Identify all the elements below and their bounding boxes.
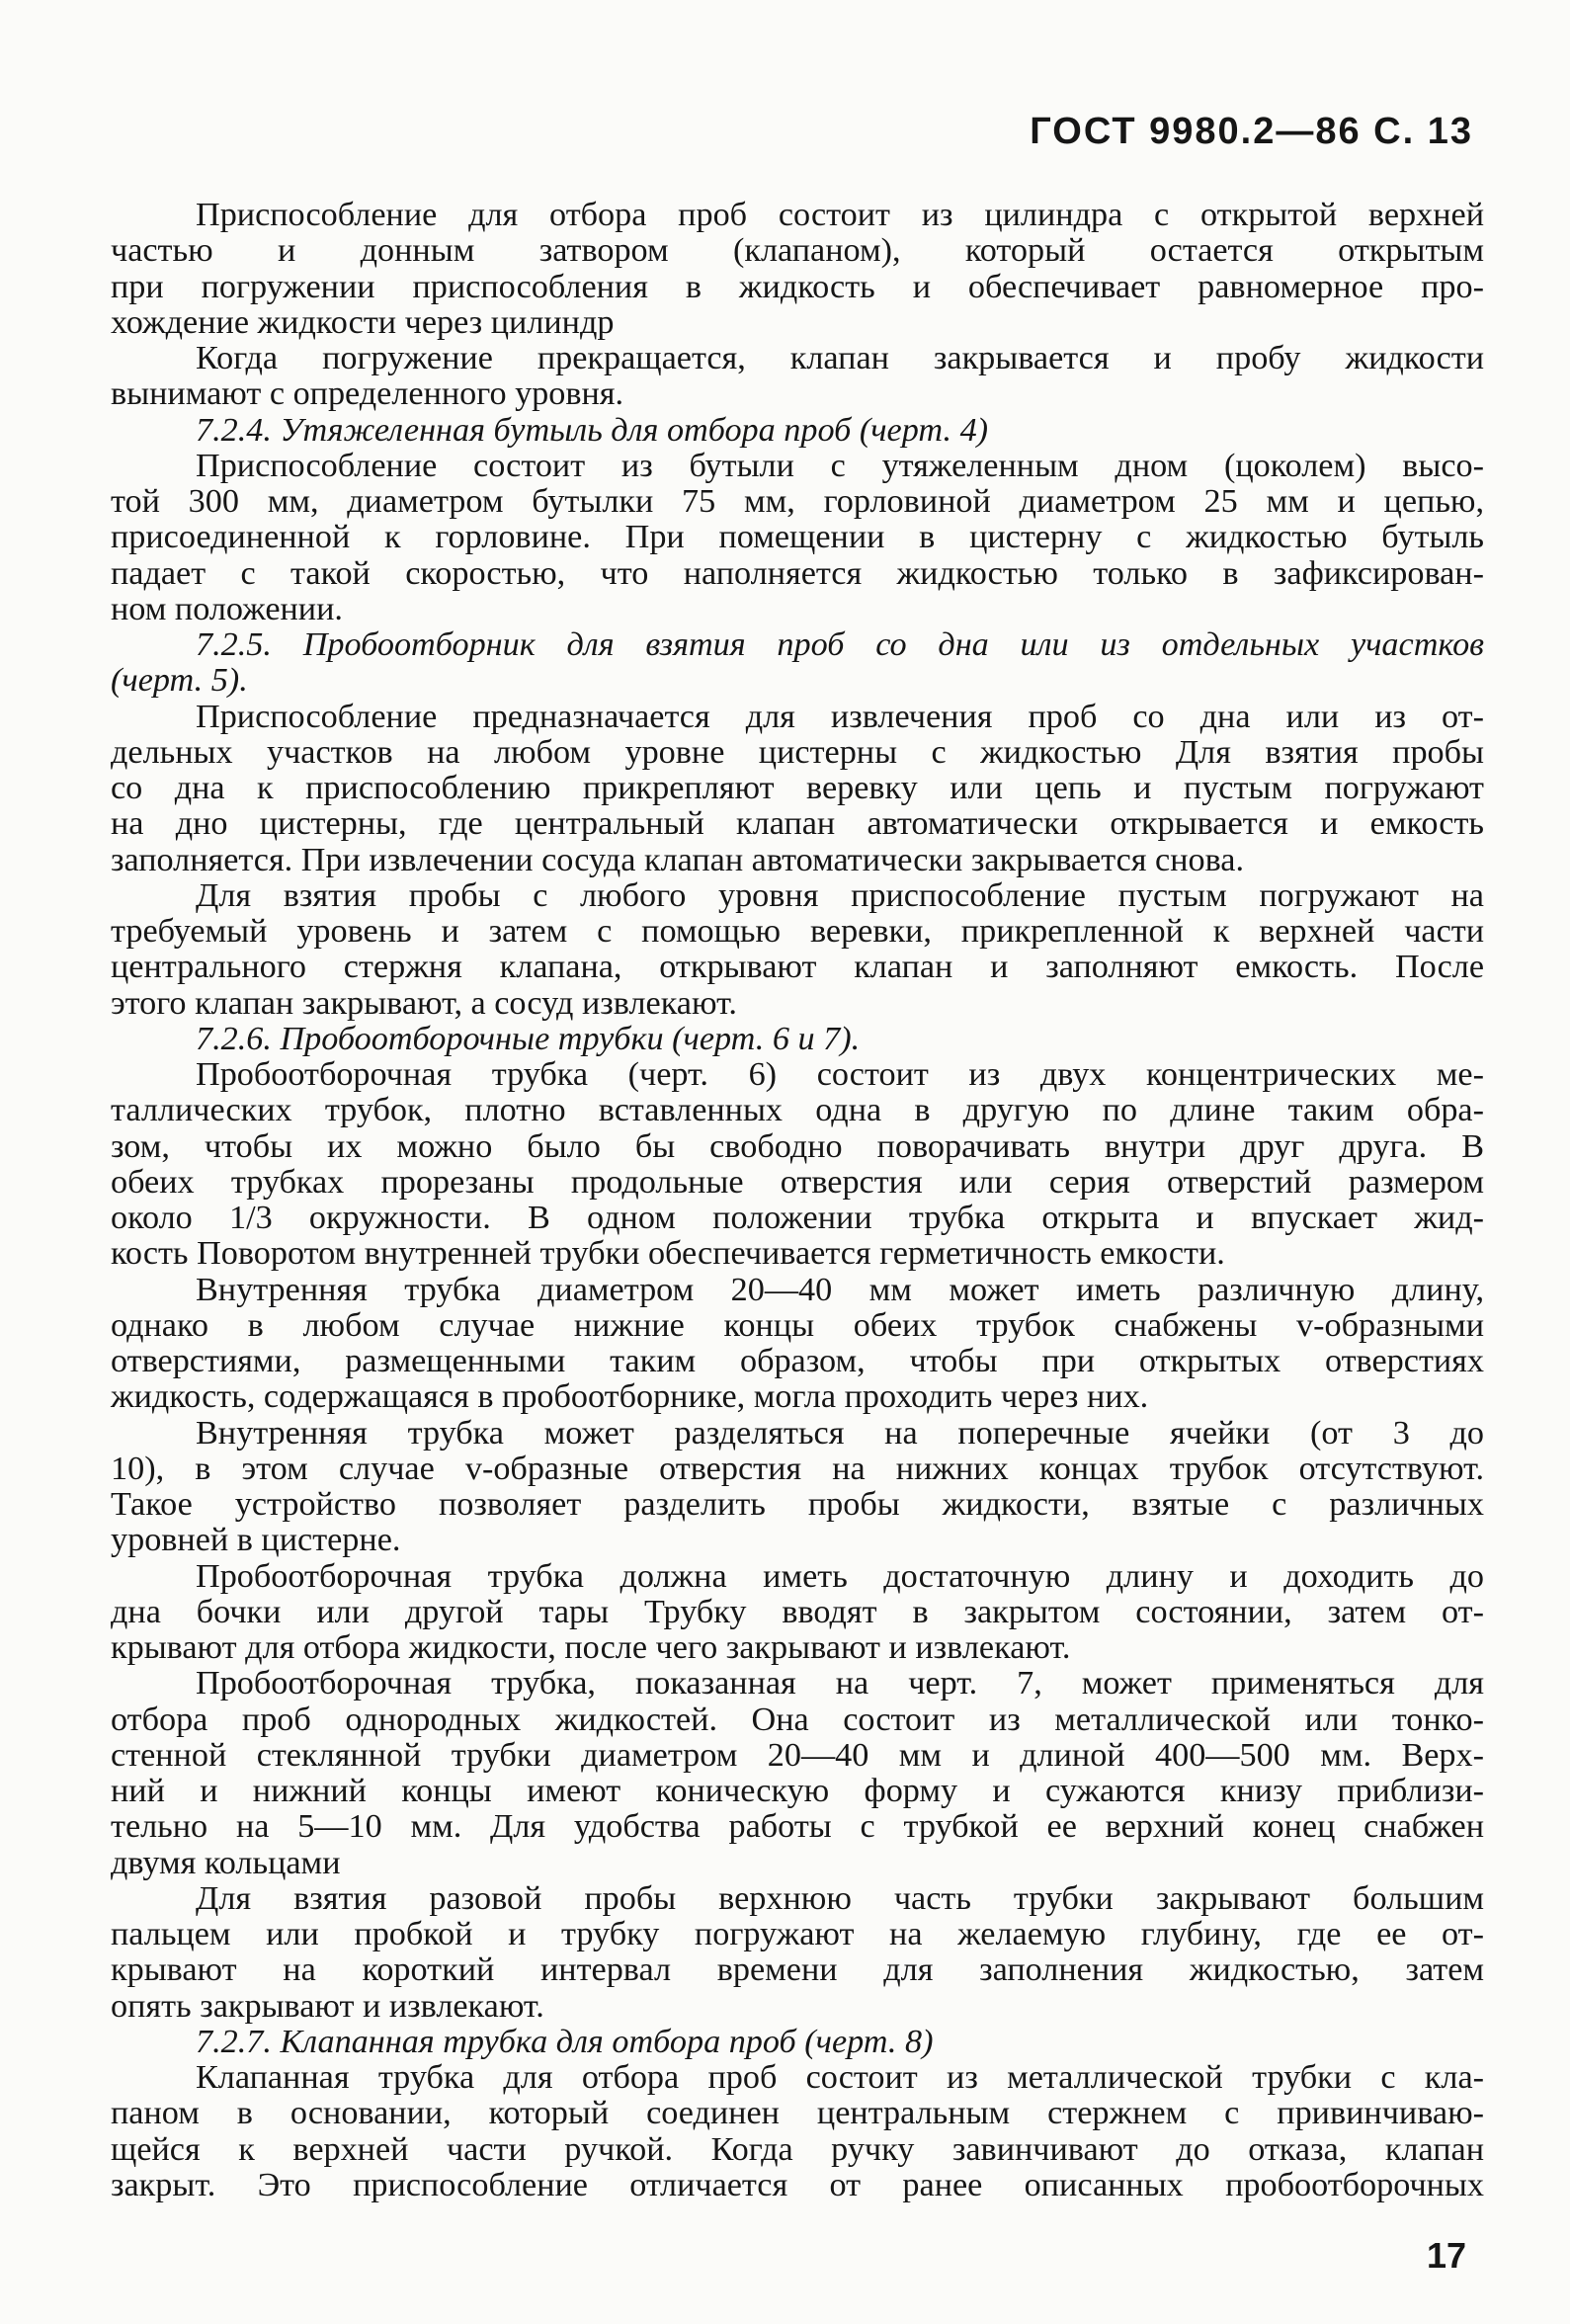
text-line: Внутренняя трубка диаметром 20—40 мм может иметь различную длину,: [196, 1271, 1484, 1308]
section-number: 7.2.5.: [196, 626, 272, 663]
text-line: закрыт. Это приспособление отличается от ранее описанных пробоотборочных: [111, 2166, 1484, 2203]
text-line: Такое устройство позволяет разделить пробы жидкости, взятые с различных: [111, 1486, 1484, 1523]
text-line: обеих трубках прорезаны продольные отверстия или серия отверстий размером: [111, 1163, 1484, 1201]
text-line: ном положении.: [111, 590, 343, 627]
text-line: щейся к верхней части ручкой. Когда ручку завинчивают до отказа, клапан: [111, 2130, 1484, 2168]
text-line: со дна к приспособлению прикрепляют веревку или цепь и пустым погружают: [111, 770, 1484, 806]
text-line: таллических трубок, плотно вставленных одна в другую по длине таким обра-: [111, 1092, 1484, 1129]
text-line: присоединенной к горловине. При помещении в цистерну с жидкостью бутыль: [111, 519, 1484, 556]
paragraph: [111, 1881, 1484, 2025]
section-title: Пробоотборочные трубки (черт. 6 и 7).: [280, 1020, 861, 1057]
section-title: Утяжеленная бутыль для отбора проб (черт. 4): [280, 411, 989, 449]
section-title: Клапанная трубка для отбора проб (черт. 8): [280, 2023, 934, 2060]
text-line: зом, чтобы их можно было бы свободно поворачивать внутри друг друга. В: [111, 1127, 1484, 1165]
text-line: отбора проб однородных жидкостей. Она состоит из металлической или тонко-: [111, 1701, 1484, 1738]
text-line: Пробоотборочная трубка, показанная на черт. 7, может применяться для: [196, 1665, 1484, 1702]
section-heading: [111, 2025, 1484, 2060]
text-line: однако в любом случае нижние концы обеих трубок снабжены v-образными: [111, 1306, 1484, 1344]
paragraph: [111, 341, 1484, 413]
text-line: уровней в цистерне.: [111, 1522, 401, 1559]
section-number: 7.2.4.: [196, 411, 272, 449]
paragraph: [111, 2060, 1484, 2203]
text-line: центрального стержня клапана, открывают клапан и заполняют емкость. После: [111, 949, 1484, 986]
text-line: хождение жидкости через цилиндр: [111, 303, 615, 341]
text-line: дельных участков на любом уровне цистерны с жидкостью Для взятия пробы: [111, 733, 1484, 771]
text-line: жидкость, содержащаяся в пробоотборнике, могла проходить через них.: [111, 1378, 1149, 1416]
text-line: кость Поворотом внутренней трубки обеспечивается герметичность емкости.: [111, 1235, 1225, 1273]
text-line: 10), в этом случае v-образные отверстия на нижних концах трубок отсутствуют.: [111, 1450, 1484, 1487]
text-line: падает с такой скоростью, что наполняется жидкостью только в зафиксирован-: [111, 554, 1484, 592]
text-line: Приспособление для отбора проб состоит из цилиндра с открытой верхней: [196, 197, 1484, 233]
text-line: тельно на 5—10 мм. Для удобства работы с трубкой ее верхний конец снабжен: [111, 1808, 1484, 1846]
text-line: дна бочки или другой тары Трубку вводят в закрытом состоянии, затем от-: [111, 1593, 1484, 1630]
paragraph: [111, 700, 1484, 878]
paragraph: [111, 1416, 1484, 1559]
body-text: [111, 198, 1484, 2203]
text-line: Приспособление состоит из бутыли с утяжеленным дном (цоколем) высо-: [196, 447, 1484, 484]
text-line: Приспособление предназначается для извлечения проб со дна или из от-: [196, 698, 1484, 735]
paragraph: [111, 449, 1484, 627]
running-head: ГОСТ 9980.2—86 С. 13: [1030, 111, 1473, 152]
text-line: Пробоотборочная трубка (черт. 6) состоит из двух концентрических ме-: [196, 1056, 1484, 1093]
text-line: Когда погружение прекращается, клапан закрывается и пробу жидкости: [196, 340, 1484, 376]
text-line: паном в основании, который соединен центральным стержнем с привинчиваю-: [111, 2095, 1484, 2132]
text-line: двумя кольцами: [111, 1844, 341, 1881]
text-line: стенной стеклянной трубки диаметром 20—40 мм и длиной 400—500 мм. Верх-: [111, 1736, 1484, 1774]
text-line: ний и нижний концы имеют коническую форму и сужаются книзу приблизи-: [111, 1773, 1484, 1809]
text-line: при погружении приспособления в жидкость и обеспечивает равномерное про-: [111, 268, 1484, 305]
section-heading: [111, 627, 1484, 663]
section-heading-continued: [111, 663, 1484, 699]
text-line: Для взятия разовой пробы верхнюю часть трубки закрывают большим: [196, 1879, 1484, 1917]
paragraph: [111, 1559, 1484, 1667]
section-heading: [111, 1022, 1484, 1057]
paragraph: [111, 1057, 1484, 1273]
text-line: этого клапан закрывают, а сосуд извлекают.: [111, 984, 737, 1022]
text-line: Клапанная трубка для отбора проб состоит из металлической трубки с кла-: [196, 2059, 1484, 2096]
text-line: вынимают с определенного уровня.: [111, 375, 624, 413]
page-number: 17: [1426, 2235, 1466, 2276]
paragraph: [111, 878, 1484, 1022]
paragraph: [111, 198, 1484, 341]
text-line: Внутренняя трубка может разделяться на поперечные ячейки (от 3 до: [196, 1414, 1484, 1452]
text-line: Пробоотборочная трубка должна иметь достаточную длину и доходить до: [196, 1557, 1484, 1595]
text-line: на дно цистерны, где центральный клапан автоматически открывается и емкость: [111, 805, 1484, 843]
section-title: (черт. 5).: [111, 662, 248, 700]
text-line: опять закрывают и извлекают.: [111, 1987, 544, 2025]
text-line: пальцем или пробкой и трубку погружают на желаемую глубину, где ее от-: [111, 1916, 1484, 1952]
section-number: 7.2.7.: [196, 2023, 272, 2060]
text-line: той 300 мм, диаметром бутылки 75 мм, горловиной диаметром 25 мм и цепью,: [111, 483, 1484, 520]
text-line: частью и донным затвором (клапаном), который остается открытым: [111, 232, 1484, 270]
text-line: Для взятия пробы с любого уровня приспособление пустым погружают на: [196, 876, 1484, 914]
text-line: около 1/3 окружности. В одном положении трубка открыта и впускает жид-: [111, 1200, 1484, 1236]
text-line: крывают на короткий интервал времени для заполнения жидкостью, затем: [111, 1951, 1484, 1989]
paragraph: [111, 1666, 1484, 1881]
text-line: требуемый уровень и затем с помощью веревки, прикрепленной к верхней части: [111, 913, 1484, 950]
section-heading: [111, 413, 1484, 449]
section-number: 7.2.6.: [196, 1020, 272, 1057]
paragraph: [111, 1273, 1484, 1416]
text-line: крывают для отбора жидкости, после чего закрывают и извлекают.: [111, 1629, 1071, 1666]
text-line: заполняется. При извлечении сосуда клапан автоматически закрывается снова.: [111, 841, 1245, 878]
section-title: Пробоотборник для взятия проб со дна или из отдельных участков: [302, 626, 1485, 663]
text-line: отверстиями, размещенными таким образом, чтобы при открытых отверстиях: [111, 1343, 1484, 1379]
